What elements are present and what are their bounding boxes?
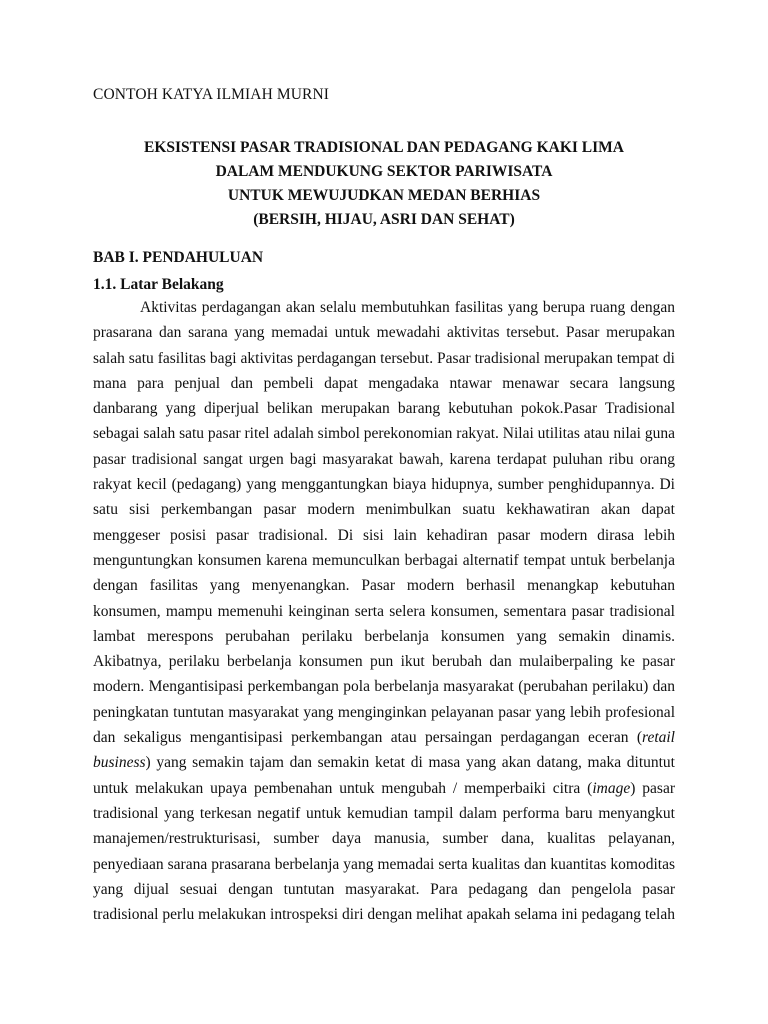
line-text: ) pasar <box>630 779 675 797</box>
body-paragraph <box>93 295 675 927</box>
chapter-heading: BAB I. PENDAHULUAN <box>93 249 264 266</box>
paragraph-line: manajemen/restrukturisasi, sumber daya manusia, sumber dana, kualitas pelayanan, <box>93 830 675 848</box>
paragraph-line: danbarang yang diperjual belikan merupakan barang kebutuhan pokok.Pasar Tradisional <box>93 400 675 418</box>
paragraph-line: salah satu fasilitas bagi aktivitas perdagangan tersebut. Pasar tradisional merupakan tempat di <box>93 349 675 367</box>
italic-term-image: image <box>592 779 631 797</box>
paragraph-line: mana para penjual dan pembeli dapat mengadaka ntawar menawar secara langsung <box>93 374 675 392</box>
paragraph-line: tradisional yang terkesan negatif untuk kemudian tampil dalam performa baru menyangkut <box>93 804 675 822</box>
paragraph-line: prasarana dan sarana yang memadai untuk mewadahi aktivitas tersebut. Pasar merupakan <box>93 324 675 342</box>
paragraph-line: Aktivitas perdagangan akan selalu membutuhkan fasilitas yang berupa ruang dengan <box>140 299 675 316</box>
paragraph-line: menguntungkan konsumen karena memunculkan berbagai alternatif tempat untuk berbelanja <box>93 551 675 569</box>
paragraph-line: lambat merespons perubahan perilaku berbelanja konsumen yang semakin dinamis. <box>93 627 675 645</box>
paragraph-line: modern. Mengantisipasi perkembangan pola berbelanja masyarakat (perubahan perilaku) dan <box>93 678 675 696</box>
document-label: CONTOH KATYA ILMIAH MURNI <box>93 86 330 103</box>
line-text: untuk melakukan upaya pembenahan untuk mengubah / memperbaiki citra ( <box>93 779 593 797</box>
paragraph-line: dengan fasilitas yang menyenangkan. Pasar modern berhasil menangkap kebutuhan <box>93 577 675 595</box>
paragraph-line: Akibatnya, perilaku berbelanja konsumen pun ikut berubah dan mulaiberpaling ke pasar <box>93 653 675 671</box>
paragraph-line: satu sisi perkembangan pasar modern menimbulkan suatu kekhawatiran akan dapat <box>93 501 675 519</box>
italic-term-retail: retail <box>641 729 675 747</box>
italic-term-business: business <box>93 754 146 772</box>
paragraph-line: yang dijual sesuai dengan tuntutan masyarakat. Para pedagang dan pengelola pasar <box>93 880 675 898</box>
section-heading: 1.1. Latar Belakang <box>93 276 224 293</box>
paragraph-line: rakyat kecil (pedagang) yang menggantungkan biaya hidupnya, sumber penghidupannya. Di <box>93 476 675 494</box>
document-title <box>0 136 768 232</box>
paragraph-line: menggeser posisi pasar tradisional. Di sisi lain kehadiran pasar modern dirasa lebih <box>93 526 675 544</box>
title-line-1: EKSISTENSI PASAR TRADISIONAL DAN PEDAGANG KAKI LIMA <box>143 139 624 156</box>
paragraph-line: tradisional perlu melakukan introspeksi diri dengan melihat apakah selama ini pedagang telah <box>93 906 675 924</box>
line-text: dan sekaligus mengantisipasi perkembangan atau persaingan perdagangan eceran ( <box>93 729 642 747</box>
paragraph-line: pasar tradisional sangat urgen bagi masyarakat bawah, karena terdapat puluhan ribu orang <box>93 450 675 468</box>
title-line-2: DALAM MENDUKUNG SEKTOR PARIWISATA <box>215 163 553 180</box>
title-line-4: (BERSIH, HIJAU, ASRI DAN SEHAT) <box>253 211 515 228</box>
paragraph-line: konsumen, mampu memenuhi keinginan serta selera konsumen, sementara pasar tradisional <box>93 602 675 620</box>
title-line-3: UNTUK MEWUJUDKAN MEDAN BERHIAS <box>227 187 541 204</box>
paragraph-line <box>93 750 675 775</box>
paragraph-line <box>93 725 675 750</box>
paragraph-line: penyediaan sarana prasarana berbelanja yang memadai serta kualitas dan kuantitas komoditas <box>93 855 675 873</box>
paragraph-line <box>93 776 675 801</box>
paragraph-line: peningkatan tuntutan masyarakat yang menginginkan pelayanan pasar yang lebih profesional <box>93 703 675 721</box>
line-text: ) yang semakin tajam dan semakin ketat di masa yang akan datang, maka dituntut <box>145 754 675 772</box>
paragraph-line: sebagai salah satu pasar ritel adalah simbol perekonomian rakyat. Nilai utilitas atau nilai guna <box>93 425 675 443</box>
